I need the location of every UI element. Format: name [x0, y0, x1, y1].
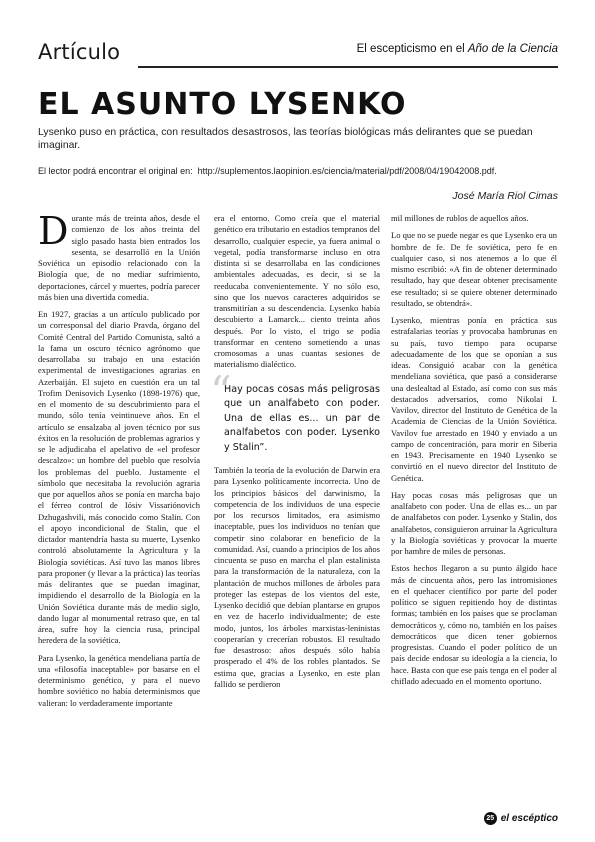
series-title [357, 43, 558, 55]
page-footer [484, 811, 558, 825]
paragraph: Para Lysenko, la genética mendeliana partía de una «filosofía inaceptable» por basarse en el determinismo genético, y para el nuevo hombre soviético no había determinismos que valieran: lo verdaderamente importante [38, 652, 200, 708]
paragraph: Lysenko, mientras ponía en práctica sus estrafalarias teorías y provocaba hambrunas en su país, tuvo tiempo para ocuparse adecuadamente de los que se oponían a sus ideas. Consiguió acabar con la genética mendeliana soviética, que pasó a considerarse una deslealtad al Estado, así como con sus más destacados adversarios, como Nikolai I. Vavilov, director del Instituto de Genética de la Academia de Ciencias de la Unión Soviética. Vavilov fue arrestado en 1940 y enviado a un campo de concentración, para morir en Siberia en 1943. Precisamente en 1940 Lysenko se convirtió en el nuevo director del Instituto de Genética. [391, 315, 557, 483]
paragraph: Estos hechos llegaron a su punto álgido hace más de cincuenta años, pero las intromisiones en el quehacer científico por parte del poder político se siguen repitiendo hoy de distintas formas; también en los países que se proclaman democráticos y, cómo no, también en los países democráticos que dicen tener gobiernos progresistas. Cuando el poder político de un país decide endosar su ideología a la ciencia, lo hace. Basta con que ese país tenga en el poder al chiflado adecuado en el momento oportuno. [391, 563, 557, 686]
pull-quote [210, 366, 380, 456]
body-column-1 [38, 209, 200, 715]
drop-cap: D [38, 209, 69, 253]
paragraph: También la teoría de la evolución de Darwin era para Lysenko políticamente incorrecta. Uno de los principios básicos del darwinismo, la competencia de los individuos de una especie por los recursos limitados, era asimismo inaceptable, pues los individuos no tenían que competir sino colaborar en beneficio de la comunidad. Así, cuando a principios de los años cincuenta se puso en marcha el plan estalinista para la transformación de la naturaleza, con la plantación de muchos millones de árboles para proteger las estepas de los vientos del este, Lysenko decidió que debían plantarse en grupos en vez de hacerlo individualmente; de este modo, juntos, los árboles marxistas-leninistas cooperarían y crecerían robustos. El resultado fue desastroso: años después sólo había prosperado el 4% de los robles plantados. Se estima que, gracias a Lysenko, en este plan fallido se perdieron [214, 465, 380, 689]
source-line [38, 166, 558, 176]
magazine-name: el escéptico [500, 812, 558, 824]
series-title-plain: El escepticismo en el [356, 43, 468, 55]
section-label: Artículo [38, 40, 121, 64]
body-column-2 [210, 213, 380, 696]
quote-mark-icon: “ [210, 366, 232, 416]
pull-quote-text: Hay pocas cosas más peligrosas que un analfabeto con poder. Una de ellas es... un par de analfabetos con poder. Lysenko y Stalin”. [224, 383, 380, 453]
article-author: José María Riol Cimas [452, 190, 558, 202]
source-url[interactable]: http://suplementos.laopinion.es/ciencia/material/pdf/2008/04/19042008.pdf. [197, 166, 497, 176]
paragraph: Lo que no se puede negar es que Lysenko era un hombre de fe. De fe soviética, pero fe en cualquier caso, si nos atenemos a lo que él mismo escribió: «A fin de obtener determinado resultado, hay que desear obtener precisamente ese resultado; si se quiere obtener determinado resultado, se obtendrá». [391, 230, 557, 308]
source-label: El lector podrá encontrar el original en: [38, 166, 193, 176]
paragraph: era el entorno. Como creía que el material genético era tributario en estadios tempranos del desarrollo, cualquier especie, ya fuera animal o vegetal, podía transformarse incluso en otra distinta si se desarrollaba en las condiciones ambientales adecuadas, es decir, si se la reeducaba convenientemente. Y no sólo eso, sino que los nuevos caracteres adquiridos se transmitirían a su descendencia. Lysenko había descubierto a Lamarck... ciento treinta años después. Por lo visto, el trigo se podía transformar en centeno sometiendo a unas cromosomas a unas cuantas sesiones de materialismo dialéctico. [214, 213, 380, 370]
paragraph: En 1927, gracias a un artículo publicado por un corresponsal del diario Pravda, órgano del Comité Central del Partido Comunista, saltó a la fama un oscuro técnico agrónomo que desarrollaba su trabajo en una estación experimental de investigaciones agrarias en Azerbaiján. El sujeto en cuestión era un tal Trofim Denisovich Lysenko (1898-1976) que, en el momento de su descubrimiento para el mundo, sólo tenía veintinueve años. En el artículo se ensalzaba al joven técnico por sus éxitos en la resolución de problemas agrarios y se le adjudicaba el apelativo de «el profesor descalzo»: un hombre del pueblo que resolvía los problemas del pueblo. Justamente el símbolo que necesitaba la revolución agraria que por aquellos años se ponía en marcha bajo el férreo control de Iósiv Vissariónovich Dzhugashvili, más conocido como Stalin. Con el apoyo incondicional de Stalin, que el dictador mantendría hasta su muerte, Lysenko controló absolutamente la Agricultura y la Biología soviéticas. Así tuvo las manos libres para proponer (y llevar a la práctica) las teorías más delirantes que se puedan imaginar, impidiendo el desarrollo de la Biología en la Unión Soviética durante más de medio siglo, dando lugar al monumental retraso que, en tal área, sufre hoy la ciencia rusa, principal heredera de la soviética. [38, 309, 200, 646]
page-number: 25 [484, 812, 497, 825]
header-rule [138, 66, 558, 68]
article-title: EL ASUNTO LYSENKO [38, 87, 407, 122]
series-title-italic: Año de la Ciencia [467, 43, 558, 55]
paragraph-text: urante más de treinta años, desde el comienzo de los años treinta del siglo pasado hasta bien entrados los sesenta, se desarrolló en la Unión Soviética un episodio relacionado con la Biología que, de no mediar sufrimiento, deportaciones, cárcel y muertes, podría parecer más bien una divertida comedia. [38, 213, 200, 302]
paragraph [38, 209, 200, 303]
article-lead: Lysenko puso en práctica, con resultados desastrosos, las teorías biológicas más delirantes que se puedan imaginar. [38, 127, 533, 151]
body-column-3 [391, 213, 557, 693]
paragraph: mil millones de rublos de aquellos años. [391, 213, 529, 223]
paragraph: Hay pocas cosas más peligrosas que un analfabeto con poder. Una de ellas es... un par de analfabetos con poder. Lysenko y Stalin, dos analfabetos, consiguieron arruinar la Agricultura y la Biología soviéticas y provocar la muerte por hambre de miles de personas. [391, 489, 557, 556]
page-header [38, 40, 558, 72]
